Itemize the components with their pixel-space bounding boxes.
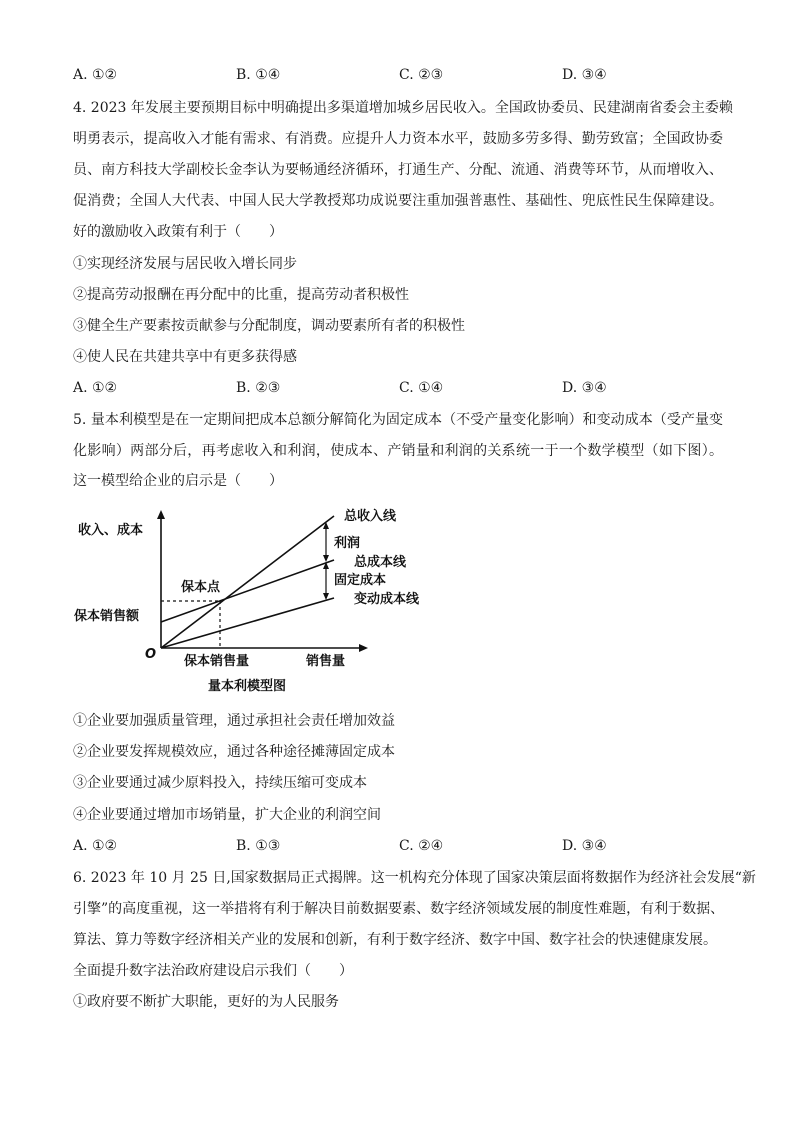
q4-stem-line-4: 促消费；全国人大代表、中国人民大学教授郑功成说要注重加强普惠性、基础性、兜底性民生保障建设。 bbox=[73, 193, 723, 209]
q5-item-1: ①企业要加强质量管理，通过承担社会责任增加效益 bbox=[73, 713, 395, 729]
profit-bracket-bottom-arrow bbox=[323, 555, 329, 562]
q4-item-2: ②提高劳动报酬在再分配中的比重，提高劳动者积极性 bbox=[73, 287, 409, 303]
y-axis-arrow bbox=[157, 510, 165, 519]
q5-stem-line-2: 化影响）两部分后，再考虑收入和利润，使成本、产销量和利润的关系统一于一个数学模型（如下图）。 bbox=[73, 443, 723, 459]
q4-stem-line-3: 员、南方科技大学副校长金李认为要畅通经济循环，打通生产、分配、流通、消费等环节，从而增收入、 bbox=[73, 162, 723, 178]
q4-option-c: C. ①④ bbox=[399, 380, 444, 396]
cost-volume-profit-figure bbox=[70, 500, 450, 700]
origin-label: O bbox=[145, 647, 157, 662]
q5-item-2: ②企业要发挥规模效应，通过各种途径摊薄固定成本 bbox=[73, 744, 395, 760]
variable-cost-line bbox=[161, 598, 334, 648]
q3-options-row bbox=[73, 65, 733, 85]
q5-option-a: A. ①② bbox=[73, 838, 118, 854]
q4-option-b: B. ②③ bbox=[236, 380, 281, 396]
q3-option-d: D. ③④ bbox=[562, 67, 607, 83]
q5-option-b: B. ①③ bbox=[236, 838, 281, 854]
total-revenue-line-label: 总收入线 bbox=[344, 509, 397, 524]
q4-item-4: ④使人民在共建共享中有更多获得感 bbox=[73, 349, 297, 365]
q6-stem-line-3: 算法、算力等数字经济相关产业的发展和创新，有利于数字经济、数字中国、数字社会的快速健康发展。 bbox=[73, 932, 717, 948]
total-cost-line-label: 总成本线 bbox=[354, 555, 407, 570]
variable-cost-line-label: 变动成本线 bbox=[354, 592, 420, 607]
q5-options-row bbox=[73, 836, 733, 856]
q5-stem-line-3: 这一模型给企业的启示是（ ） bbox=[73, 473, 283, 489]
q5-item-3: ③企业要通过减少原料投入，持续压缩可变成本 bbox=[73, 775, 367, 791]
q5-option-d: D. ③④ bbox=[562, 838, 607, 854]
q5-stem-line-1: 5. 量本利模型是在一定期间把成本总额分解简化为固定成本（不受产量变化影响）和变动成本（受产量变 bbox=[73, 412, 723, 428]
x-axis-label: 销售量 bbox=[306, 654, 346, 669]
q6-item-1: ①政府要不断扩大职能，更好的为人民服务 bbox=[73, 994, 339, 1010]
q4-item-1: ①实现经济发展与居民收入增长同步 bbox=[73, 256, 297, 272]
profit-label: 利润 bbox=[334, 536, 361, 551]
fixed-cost-label: 固定成本 bbox=[334, 573, 387, 588]
q6-stem-line-4: 全面提升数字法治政府建设启示我们（ ） bbox=[73, 963, 353, 979]
q4-stem-line-2: 明勇表示，提高收入才能有需求、有消费。应提升人力资本水平，鼓励多劳多得、勤劳致富；全国政协委 bbox=[73, 131, 723, 147]
q3-option-c: C. ②③ bbox=[399, 67, 444, 83]
q3-option-a: A. ①② bbox=[73, 67, 118, 83]
y-axis-label: 收入、成本 bbox=[78, 523, 144, 538]
q5-option-c: C. ②④ bbox=[399, 838, 444, 854]
q6-stem-line-1: 6. 2023 年 10 月 25 日,国家数据局正式揭牌。这一机构充分体现了国家决策层面将数据作为经济社会发展“新 bbox=[73, 870, 756, 886]
breakeven-sales-amount-label: 保本销售额 bbox=[74, 609, 140, 624]
q4-stem-line-1: 4. 2023 年发展主要预期目标中明确提出多渠道增加城乡居民收入。全国政协委员、民建湖南省委会主委赖 bbox=[73, 100, 733, 116]
q3-option-b: B. ①④ bbox=[236, 67, 281, 83]
q5-item-4: ④企业要通过增加市场销量，扩大企业的利润空间 bbox=[73, 807, 381, 823]
q4-item-3: ③健全生产要素按贡献参与分配制度，调动要素所有者的积极性 bbox=[73, 318, 465, 334]
breakeven-quantity-label: 保本销售量 bbox=[184, 654, 250, 669]
breakeven-point-label: 保本点 bbox=[181, 580, 221, 595]
figure-caption: 量本利模型图 bbox=[208, 679, 287, 694]
q4-options-row bbox=[73, 378, 733, 398]
q4-option-a: A. ①② bbox=[73, 380, 118, 396]
q4-stem-line-5: 好的激励收入政策有利于（ ） bbox=[73, 224, 283, 240]
x-axis-arrow bbox=[359, 644, 368, 652]
q6-stem-line-2: 引擎”的高度重视，这一举措将有利于解决目前数据要素、数字经济领域发展的制度性难题，有利于数据、 bbox=[73, 901, 725, 917]
q4-option-d: D. ③④ bbox=[562, 380, 607, 396]
